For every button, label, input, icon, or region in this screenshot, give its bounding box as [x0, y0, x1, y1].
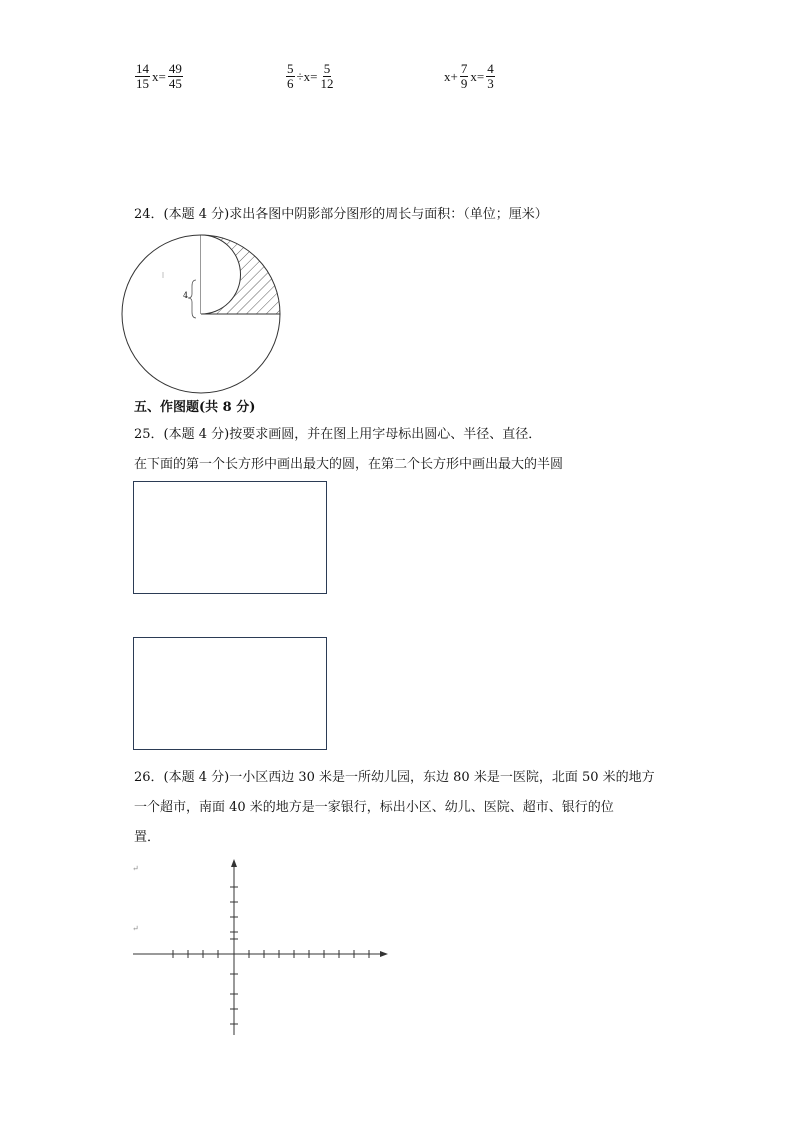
fraction: $\frac{5}{12}$ [320, 61, 334, 91]
question-25-line2: 在下面的第一个长方形中画出最大的圆，在第二个长方形中画出最大的半圆 [134, 457, 564, 472]
question-24-text: 24．(本题 4 分)求出各图中阴影部分图形的周长与面积：（单位；厘米） [134, 207, 548, 222]
question-26-line1: 26．(本题 4 分)一小区西边 30 米是一所幼儿园，东边 80 米是一医院，北面 50 米的地方 [134, 770, 655, 785]
y-arrow-icon [231, 859, 237, 867]
return-mark: ↵ [132, 924, 139, 933]
fraction: $\frac{49}{45}$ [168, 61, 182, 91]
equation-1: $\frac{14}{15}$ x= $\frac{49}{45}$ [136, 61, 182, 91]
return-mark: ↵ [132, 864, 139, 873]
question-25-line1: 25．(本题 4 分)按要求画圆，并在图上用字母标出圆心、半径、直径． [134, 427, 542, 442]
q24-label-4: 4 [183, 291, 189, 300]
question-26-line3: 置． [134, 830, 161, 845]
section-5-title: 五、作图题(共 8 分) [134, 400, 256, 415]
question-26-line2: 一个超市，南面 40 米的地方是一家银行，标出小区、幼儿、医院、超市、银行的位 [134, 800, 614, 815]
equation-2: $\frac{5}{6}$ ÷x= $\frac{5}{12}$ [287, 61, 334, 91]
fraction: $\frac{5}{6}$ [287, 61, 294, 91]
rectangle-2 [133, 637, 327, 750]
fraction: $\frac{4}{3}$ [487, 61, 494, 91]
fraction: $\frac{14}{15}$ [136, 61, 149, 91]
equation-3: x+ $\frac{7}{9}$ x= $\frac{4}{3}$ [444, 61, 494, 91]
q24-circle-figure [130, 232, 290, 392]
coordinate-axes [130, 855, 390, 1037]
x-arrow-icon [380, 951, 388, 957]
brace-mark [188, 280, 196, 318]
fraction: $\frac{7}{9}$ [460, 61, 468, 91]
rectangle-1 [133, 481, 327, 594]
